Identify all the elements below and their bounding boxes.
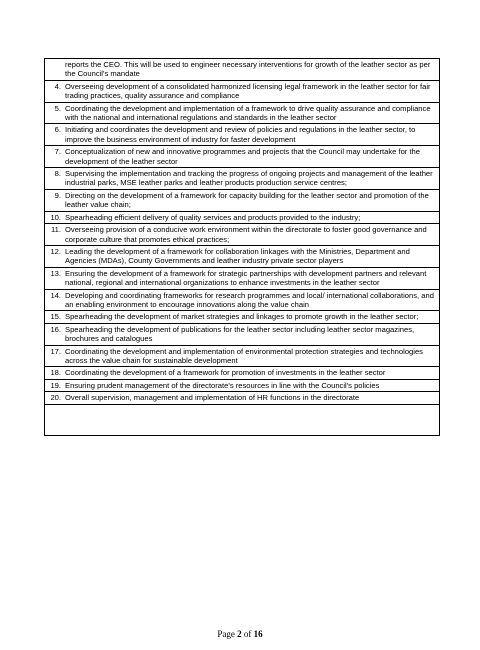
continuation-cell: reports the CEO. This will be used to engineer necessary interventions for growth of the leather sector as per the Council's mandate [45,59,440,81]
item-number: 8. [54,169,61,179]
duty-cell [45,345,440,367]
item-number: 7. [54,147,61,157]
duty-cell [45,224,440,246]
table-row [45,267,440,289]
table-row [45,311,440,323]
table-row [45,345,440,367]
item-number: 19. [50,380,61,390]
item-number: 6. [54,125,61,135]
page-label: Page [217,629,235,639]
table-row [45,323,440,345]
duties-table [44,58,440,436]
table-row-continuation [45,59,440,81]
page-footer [0,629,480,639]
item-text: Coordinating the development and implementation of environmental protection strategies and technologies across the value chain for sustainable development [65,346,423,365]
duty-cell [45,102,440,124]
table-row-empty [45,404,440,435]
item-number: 5. [54,103,61,113]
table-row [45,168,440,190]
item-text: Overall supervision, management and implementation of HR functions in the directorate [65,393,360,403]
item-text: Ensuring prudent management of the directorate's resources in line with the Council's policies [65,380,380,390]
item-number: 18. [50,368,61,378]
item-text: Spearheading efficient delivery of quality services and products provided to the industry; [65,212,361,222]
table-row [45,124,440,146]
item-number: 13. [50,268,61,278]
duty-cell [45,245,440,267]
item-text: Spearheading the development of publications for the leather sector including leather sector magazines, brochures and catalogues [65,324,415,344]
item-text: Spearheading the development of market strategies and linkages to promote growth in the leather sector; [65,312,419,322]
item-text: Overseeing provision of a conducive work environment within the directorate to foster good governance and corporate culture that promotes ethical practices; [65,225,427,244]
duty-cell [45,146,440,168]
duty-cell [45,289,440,311]
item-number: 20. [50,393,61,403]
duty-cell [45,392,440,404]
table-row [45,211,440,223]
item-text: Conceptualization of new and innovative programmes and projects that the Council may undertake for the development of the leather sector [65,147,421,166]
table-row [45,224,440,246]
item-number: 14. [50,290,61,300]
item-number: 10. [50,212,61,222]
duty-cell [45,267,440,289]
duty-cell [45,189,440,211]
item-text: Ensuring the development of a framework for strategic partnerships with development partners and relevant national, regional and international organizations to enhance investments in the leather sector [65,268,427,288]
item-number: 11. [51,225,61,235]
item-text: Coordinating the development and implementation of a framework to drive quality assurance and compliance with the national and international regulations and standards in the leather sector [65,103,431,123]
item-number: 16. [50,324,61,334]
duty-cell [45,311,440,323]
item-text: Developing and coordinating frameworks for research programmes and local/ international collaborations, and an enabling environment to encourage innovations along the value chain [65,290,434,309]
duty-cell [45,323,440,345]
of-label: of [243,629,252,639]
duty-cell [45,211,440,223]
table-row [45,289,440,311]
item-number: 17. [50,346,61,356]
duty-cell [45,367,440,379]
table-row [45,367,440,379]
item-number: 9. [54,190,61,200]
duty-cell [45,80,440,102]
item-number: 12. [50,246,61,256]
table-row [45,189,440,211]
table-row [45,379,440,391]
table-row [45,392,440,404]
duties-table-body [45,59,440,436]
table-row [45,245,440,267]
item-text: Directing on the development of a framework for capacity building for the leather sector and promotion of the leather value chain; [65,190,429,210]
table-row [45,146,440,168]
item-text: Coordinating the development of a framework for promotion of investments in the leather sector [65,368,386,378]
duty-cell [45,124,440,146]
duty-cell [45,379,440,391]
item-text: Supervising the implementation and tracking the progress of ongoing projects and management of the leather industrial parks, MSE leather parks and leather products production service centres; [65,169,433,188]
page-total: 16 [253,629,263,639]
item-number: 15. [50,312,61,322]
item-number: 4. [54,81,61,91]
empty-cell [45,404,440,435]
duty-cell [45,168,440,190]
table-row [45,80,440,102]
item-text: Initiating and coordinates the development and review of policies and regulations in the leather sector, to improve the business environment of industry for faster development [65,125,416,144]
item-text: Leading the development of a framework for collaboration linkages with the Ministries, Department and Agencies (MDAs), County Governments and leather industry private sector players [65,246,410,266]
table-row [45,102,440,124]
item-text: Overseeing development of a consolidated harmonized licensing legal framework in the leather sector for fair trading practices, quality assurance and compliance [65,81,431,101]
page-current: 2 [237,629,242,639]
